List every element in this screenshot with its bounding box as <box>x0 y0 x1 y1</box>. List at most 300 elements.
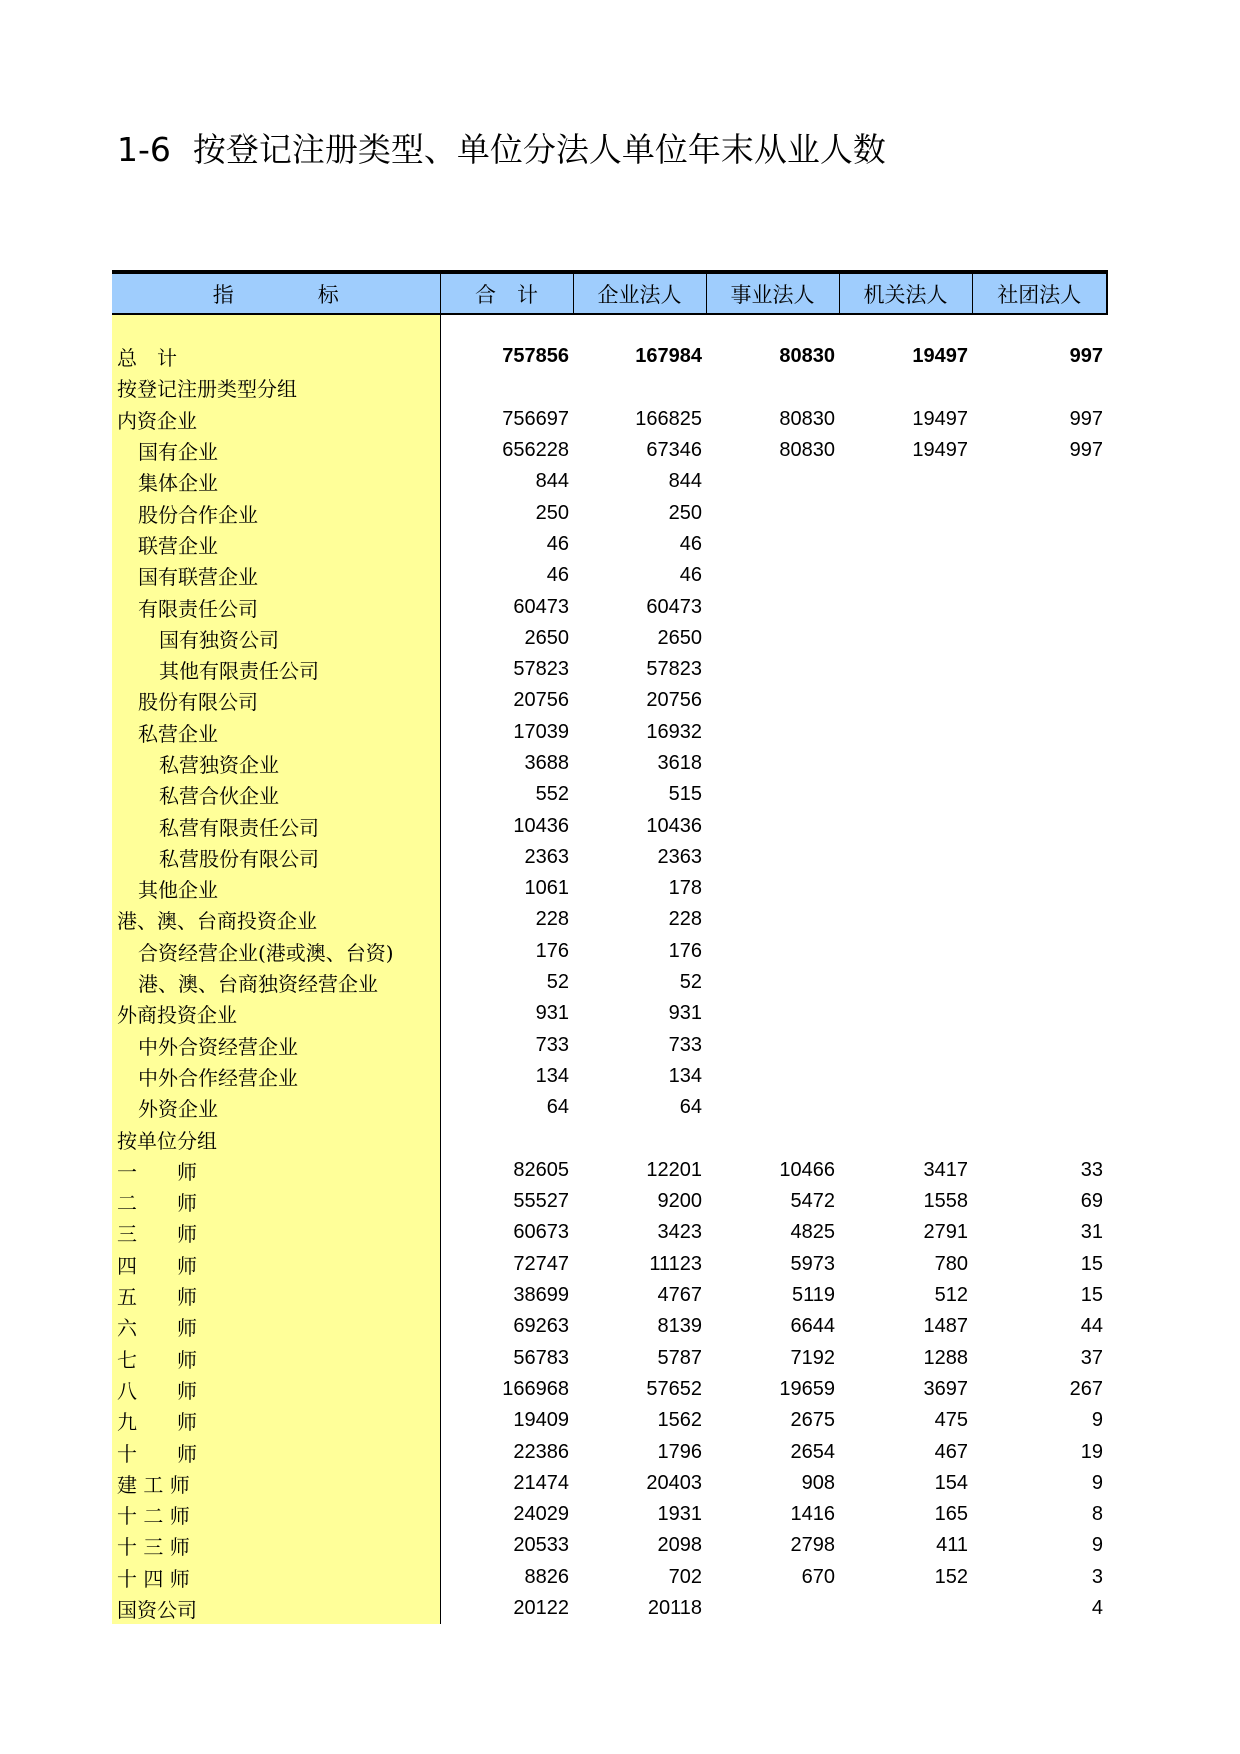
table-row <box>112 810 1107 841</box>
value-cell <box>839 529 972 560</box>
value-cell: 44 <box>1080 1315 1103 1338</box>
value-cell: 64 <box>679 1096 702 1119</box>
value-cell: 6644 <box>790 1315 835 1338</box>
value-cell: 15 <box>1080 1252 1103 1275</box>
value-cell <box>839 810 972 841</box>
value-cell: 19 <box>1080 1440 1103 1463</box>
value-cell: 56783 <box>513 1346 569 1369</box>
value-cell: 166968 <box>502 1377 569 1400</box>
value-cell: 46 <box>679 564 702 587</box>
value-cell: 2363 <box>657 845 702 868</box>
value-cell: 16932 <box>646 720 702 743</box>
table-row <box>112 1374 1107 1405</box>
table-row <box>112 685 1107 716</box>
value-cell: 1562 <box>657 1409 702 1432</box>
table-row <box>112 904 1107 935</box>
value-cell: 9200 <box>657 1190 702 1213</box>
table-row <box>112 497 1107 528</box>
value-cell: 10466 <box>779 1158 835 1181</box>
value-cell: 1061 <box>524 877 569 900</box>
value-cell: 733 <box>535 1033 569 1056</box>
value-cell <box>839 466 972 497</box>
value-cell <box>706 717 839 748</box>
table-row <box>112 529 1107 560</box>
value-cell: 10436 <box>513 814 569 837</box>
value-cell <box>440 1123 573 1154</box>
table-row <box>112 1249 1107 1280</box>
table-row <box>112 717 1107 748</box>
value-cell <box>706 654 839 685</box>
value-cell: 2791 <box>923 1221 968 1244</box>
row-label: 外资企业 <box>112 1092 440 1123</box>
value-cell <box>972 936 1107 967</box>
value-cell: 3417 <box>923 1158 968 1181</box>
table-row <box>112 1343 1107 1374</box>
row-label: 中外合作经营企业 <box>112 1061 440 1092</box>
row-label: 港、澳、台商独资经营企业 <box>112 967 440 998</box>
table-row <box>112 873 1107 904</box>
value-cell: 267 <box>1069 1377 1103 1400</box>
value-cell <box>972 998 1107 1029</box>
value-cell: 67346 <box>646 439 702 462</box>
value-cell <box>839 1123 972 1154</box>
value-cell: 702 <box>668 1565 702 1588</box>
table-row <box>112 1593 1107 1624</box>
table-row <box>112 466 1107 497</box>
table-row <box>112 435 1107 466</box>
value-cell: 57652 <box>646 1377 702 1400</box>
value-cell <box>706 560 839 591</box>
value-cell: 756697 <box>502 407 569 430</box>
value-cell <box>706 873 839 904</box>
value-cell: 3 <box>1091 1565 1103 1588</box>
value-cell: 52 <box>546 971 569 994</box>
table-row <box>112 1155 1107 1186</box>
value-cell: 80830 <box>779 345 835 368</box>
value-cell: 69 <box>1080 1190 1103 1213</box>
row-label: 十 三 师 <box>112 1530 440 1561</box>
value-cell: 4767 <box>657 1284 702 1307</box>
value-cell: 228 <box>668 908 702 931</box>
value-cell: 60473 <box>646 595 702 618</box>
value-cell: 908 <box>801 1471 835 1494</box>
value-cell: 1931 <box>657 1503 702 1526</box>
table-row <box>112 623 1107 654</box>
value-cell: 166825 <box>635 407 702 430</box>
value-cell: 57823 <box>646 658 702 681</box>
page-title <box>117 128 886 172</box>
value-cell <box>972 904 1107 935</box>
row-label: 国有独资公司 <box>112 623 440 654</box>
value-cell: 134 <box>668 1064 702 1087</box>
value-cell: 31 <box>1080 1221 1103 1244</box>
table-row <box>112 591 1107 622</box>
value-cell <box>972 1123 1107 1154</box>
value-cell: 20756 <box>646 689 702 712</box>
value-cell <box>706 842 839 873</box>
value-cell <box>839 623 972 654</box>
value-cell: 165 <box>934 1503 968 1526</box>
row-label: 私营有限责任公司 <box>112 810 440 841</box>
value-cell <box>839 1030 972 1061</box>
value-cell: 152 <box>934 1565 968 1588</box>
value-cell <box>839 654 972 685</box>
row-label: 外商投资企业 <box>112 998 440 1029</box>
value-cell: 656228 <box>502 439 569 462</box>
value-cell: 20533 <box>513 1534 569 1557</box>
table-row <box>112 1499 1107 1530</box>
value-cell: 19409 <box>513 1409 569 1432</box>
value-cell <box>706 904 839 935</box>
value-cell: 60673 <box>513 1221 569 1244</box>
value-cell <box>706 529 839 560</box>
value-cell <box>972 497 1107 528</box>
value-cell: 19659 <box>779 1377 835 1400</box>
value-cell: 5119 <box>791 1284 835 1307</box>
row-label: 内资企业 <box>112 404 440 435</box>
value-cell: 9 <box>1091 1409 1103 1432</box>
row-label: 中外合资经营企业 <box>112 1030 440 1061</box>
value-cell <box>706 748 839 779</box>
value-cell <box>706 998 839 1029</box>
table-row <box>112 748 1107 779</box>
table-row <box>112 967 1107 998</box>
value-cell <box>839 717 972 748</box>
table-row <box>112 560 1107 591</box>
value-cell: 2363 <box>524 845 569 868</box>
value-cell <box>839 1061 972 1092</box>
value-cell: 176 <box>668 939 702 962</box>
value-cell: 8 <box>1091 1503 1103 1526</box>
row-label: 三 师 <box>112 1217 440 1248</box>
row-label: 十 二 师 <box>112 1499 440 1530</box>
value-cell <box>972 623 1107 654</box>
value-cell <box>706 967 839 998</box>
value-cell: 19497 <box>912 407 968 430</box>
value-cell <box>972 748 1107 779</box>
value-cell: 1416 <box>790 1503 835 1526</box>
value-cell: 1796 <box>657 1440 702 1463</box>
value-cell <box>839 967 972 998</box>
value-cell <box>706 779 839 810</box>
table-row <box>112 1280 1107 1311</box>
value-cell: 64 <box>546 1096 569 1119</box>
row-label: 有限责任公司 <box>112 591 440 622</box>
value-cell: 997 <box>1069 407 1103 430</box>
value-cell: 931 <box>535 1002 569 1025</box>
table-row <box>112 1311 1107 1342</box>
value-cell: 176 <box>535 939 569 962</box>
row-label: 集体企业 <box>112 466 440 497</box>
value-cell <box>573 1123 706 1154</box>
value-cell: 134 <box>535 1064 569 1087</box>
table-row <box>112 998 1107 1029</box>
value-cell: 80830 <box>779 407 835 430</box>
value-cell <box>706 1061 839 1092</box>
value-cell: 69263 <box>513 1315 569 1338</box>
value-cell: 82605 <box>513 1158 569 1181</box>
value-cell <box>839 779 972 810</box>
value-cell: 844 <box>535 470 569 493</box>
value-cell: 80830 <box>779 439 835 462</box>
value-cell: 72747 <box>513 1252 569 1275</box>
value-cell: 1558 <box>923 1190 968 1213</box>
table-row <box>112 341 1107 372</box>
row-label: 四 师 <box>112 1249 440 1280</box>
header-total: 合 计 <box>440 272 573 314</box>
row-label: 私营股份有限公司 <box>112 842 440 873</box>
table-row <box>112 1123 1107 1154</box>
value-cell <box>972 1092 1107 1123</box>
row-label: 私营企业 <box>112 717 440 748</box>
row-label: 国有联营企业 <box>112 560 440 591</box>
value-cell <box>839 497 972 528</box>
row-label: 联营企业 <box>112 529 440 560</box>
value-cell <box>706 685 839 716</box>
value-cell <box>706 591 839 622</box>
value-cell: 250 <box>535 501 569 524</box>
value-cell: 228 <box>535 908 569 931</box>
table-row <box>112 1530 1107 1561</box>
value-cell <box>839 748 972 779</box>
value-cell: 22386 <box>513 1440 569 1463</box>
value-cell: 844 <box>668 470 702 493</box>
table-row <box>112 1186 1107 1217</box>
value-cell: 3697 <box>923 1377 968 1400</box>
value-cell <box>839 842 972 873</box>
value-cell: 57823 <box>513 658 569 681</box>
value-cell <box>839 873 972 904</box>
row-label: 十 四 师 <box>112 1562 440 1593</box>
value-cell <box>839 372 972 403</box>
value-cell: 4 <box>1091 1597 1103 1620</box>
row-label: 按单位分组 <box>112 1123 440 1154</box>
row-label: 股份合作企业 <box>112 497 440 528</box>
value-cell: 15 <box>1080 1284 1103 1307</box>
table-title: 按登记注册类型、单位分法人单位年末从业人数 <box>192 130 886 169</box>
value-cell: 733 <box>668 1033 702 1056</box>
table-row <box>112 1061 1107 1092</box>
value-cell: 46 <box>546 532 569 555</box>
table-row <box>112 1217 1107 1248</box>
table-row <box>112 1468 1107 1499</box>
table-row <box>112 779 1107 810</box>
row-label: 国资公司 <box>112 1593 440 1624</box>
value-cell <box>972 842 1107 873</box>
value-cell: 3423 <box>657 1221 702 1244</box>
value-cell <box>839 1593 972 1624</box>
value-cell: 475 <box>934 1409 968 1432</box>
row-label: 按登记注册类型分组 <box>112 372 440 403</box>
row-label: 建 工 师 <box>112 1468 440 1499</box>
row-label: 总 计 <box>112 341 440 372</box>
value-cell: 931 <box>668 1002 702 1025</box>
row-label: 私营合伙企业 <box>112 779 440 810</box>
value-cell <box>972 779 1107 810</box>
value-cell <box>972 372 1107 403</box>
value-cell <box>972 560 1107 591</box>
value-cell <box>972 591 1107 622</box>
value-cell: 2654 <box>790 1440 835 1463</box>
value-cell: 9 <box>1091 1471 1103 1494</box>
statistics-table <box>112 270 1108 1624</box>
value-cell: 11123 <box>649 1252 702 1275</box>
row-label: 国有企业 <box>112 435 440 466</box>
value-cell <box>972 654 1107 685</box>
value-cell: 37 <box>1080 1346 1103 1369</box>
value-cell <box>839 904 972 935</box>
value-cell <box>839 685 972 716</box>
header-association: 社团法人 <box>972 272 1107 314</box>
table-row <box>112 404 1107 435</box>
value-cell <box>706 1123 839 1154</box>
value-cell: 24029 <box>513 1503 569 1526</box>
value-cell <box>706 1092 839 1123</box>
value-cell <box>972 529 1107 560</box>
spacer-row <box>112 314 1107 341</box>
table-number: 1-6 <box>117 130 171 169</box>
value-cell <box>972 810 1107 841</box>
row-label: 十 师 <box>112 1436 440 1467</box>
value-cell <box>972 1030 1107 1061</box>
value-cell <box>706 1593 839 1624</box>
value-cell <box>972 685 1107 716</box>
value-cell: 411 <box>936 1534 968 1557</box>
table-body <box>112 314 1107 1624</box>
value-cell <box>972 873 1107 904</box>
table-row <box>112 842 1107 873</box>
header-row <box>112 272 1107 314</box>
value-cell <box>706 936 839 967</box>
value-cell: 2098 <box>657 1534 702 1557</box>
value-cell: 55527 <box>513 1190 569 1213</box>
table-row <box>112 654 1107 685</box>
table-row <box>112 1030 1107 1061</box>
value-cell <box>839 591 972 622</box>
header-government: 机关法人 <box>839 272 972 314</box>
table-row <box>112 1436 1107 1467</box>
row-label: 其他企业 <box>112 873 440 904</box>
value-cell: 2650 <box>657 626 702 649</box>
header-indicator: 指 标 <box>112 272 440 314</box>
row-label: 其他有限责任公司 <box>112 654 440 685</box>
value-cell: 60473 <box>513 595 569 618</box>
value-cell: 2798 <box>790 1534 835 1557</box>
value-cell <box>839 1092 972 1123</box>
value-cell <box>706 1030 839 1061</box>
value-cell: 5472 <box>790 1190 835 1213</box>
value-cell: 467 <box>934 1440 968 1463</box>
value-cell <box>839 998 972 1029</box>
value-cell <box>972 466 1107 497</box>
row-label: 私营独资企业 <box>112 748 440 779</box>
value-cell: 1487 <box>923 1315 968 1338</box>
value-cell <box>972 967 1107 998</box>
row-label: 七 师 <box>112 1343 440 1374</box>
spacer-label-cell <box>112 314 440 341</box>
value-cell: 52 <box>679 971 702 994</box>
header-enterprise: 企业法人 <box>573 272 706 314</box>
value-cell: 7192 <box>790 1346 835 1369</box>
value-cell: 515 <box>668 783 702 806</box>
value-cell <box>839 936 972 967</box>
value-cell <box>440 372 573 403</box>
table-row <box>112 1092 1107 1123</box>
table-row <box>112 1562 1107 1593</box>
value-cell: 154 <box>934 1471 968 1494</box>
value-cell: 5973 <box>790 1252 835 1275</box>
value-cell <box>573 372 706 403</box>
row-label: 六 师 <box>112 1311 440 1342</box>
row-label: 九 师 <box>112 1405 440 1436</box>
value-cell: 670 <box>801 1565 835 1588</box>
value-cell: 2675 <box>790 1409 835 1432</box>
value-cell: 512 <box>934 1284 968 1307</box>
row-label: 合资经营企业(港或澳、台资) <box>112 936 440 967</box>
value-cell <box>706 372 839 403</box>
value-cell: 21474 <box>513 1471 569 1494</box>
value-cell: 997 <box>1069 345 1103 368</box>
row-label: 二 师 <box>112 1186 440 1217</box>
value-cell: 20403 <box>646 1471 702 1494</box>
value-cell: 38699 <box>513 1284 569 1307</box>
value-cell: 3688 <box>524 752 569 774</box>
value-cell: 250 <box>668 501 702 524</box>
value-cell: 20756 <box>513 689 569 712</box>
value-cell: 19497 <box>912 439 968 462</box>
value-cell <box>972 1061 1107 1092</box>
value-cell: 20118 <box>647 1597 702 1620</box>
value-cell: 757856 <box>502 345 569 368</box>
value-cell: 10436 <box>646 814 702 837</box>
value-cell <box>839 560 972 591</box>
table-row <box>112 1405 1107 1436</box>
value-cell: 46 <box>546 564 569 587</box>
value-cell <box>706 810 839 841</box>
value-cell: 167984 <box>635 345 702 368</box>
value-cell: 997 <box>1069 439 1103 462</box>
header-institution: 事业法人 <box>706 272 839 314</box>
value-cell: 178 <box>668 877 702 900</box>
value-cell: 46 <box>679 532 702 555</box>
value-cell: 33 <box>1080 1158 1103 1181</box>
row-label: 五 师 <box>112 1280 440 1311</box>
row-label: 股份有限公司 <box>112 685 440 716</box>
table-row <box>112 372 1107 403</box>
value-cell: 17039 <box>513 720 569 743</box>
value-cell: 8826 <box>524 1565 569 1588</box>
value-cell <box>706 623 839 654</box>
value-cell <box>706 466 839 497</box>
table-row <box>112 936 1107 967</box>
value-cell: 2650 <box>524 626 569 649</box>
value-cell: 1288 <box>923 1346 968 1369</box>
value-cell: 3618 <box>657 752 702 774</box>
row-label: 港、澳、台商投资企业 <box>112 904 440 935</box>
value-cell <box>706 497 839 528</box>
value-cell <box>972 717 1107 748</box>
value-cell: 20122 <box>513 1597 569 1620</box>
value-cell: 12201 <box>646 1158 702 1181</box>
value-cell: 8139 <box>657 1315 702 1338</box>
value-cell: 780 <box>934 1252 968 1275</box>
value-cell: 4825 <box>790 1221 835 1244</box>
value-cell: 9 <box>1091 1534 1103 1557</box>
row-label: 八 师 <box>112 1374 440 1405</box>
value-cell: 5787 <box>657 1346 702 1369</box>
row-label: 一 师 <box>112 1155 440 1186</box>
value-cell: 552 <box>535 783 569 806</box>
